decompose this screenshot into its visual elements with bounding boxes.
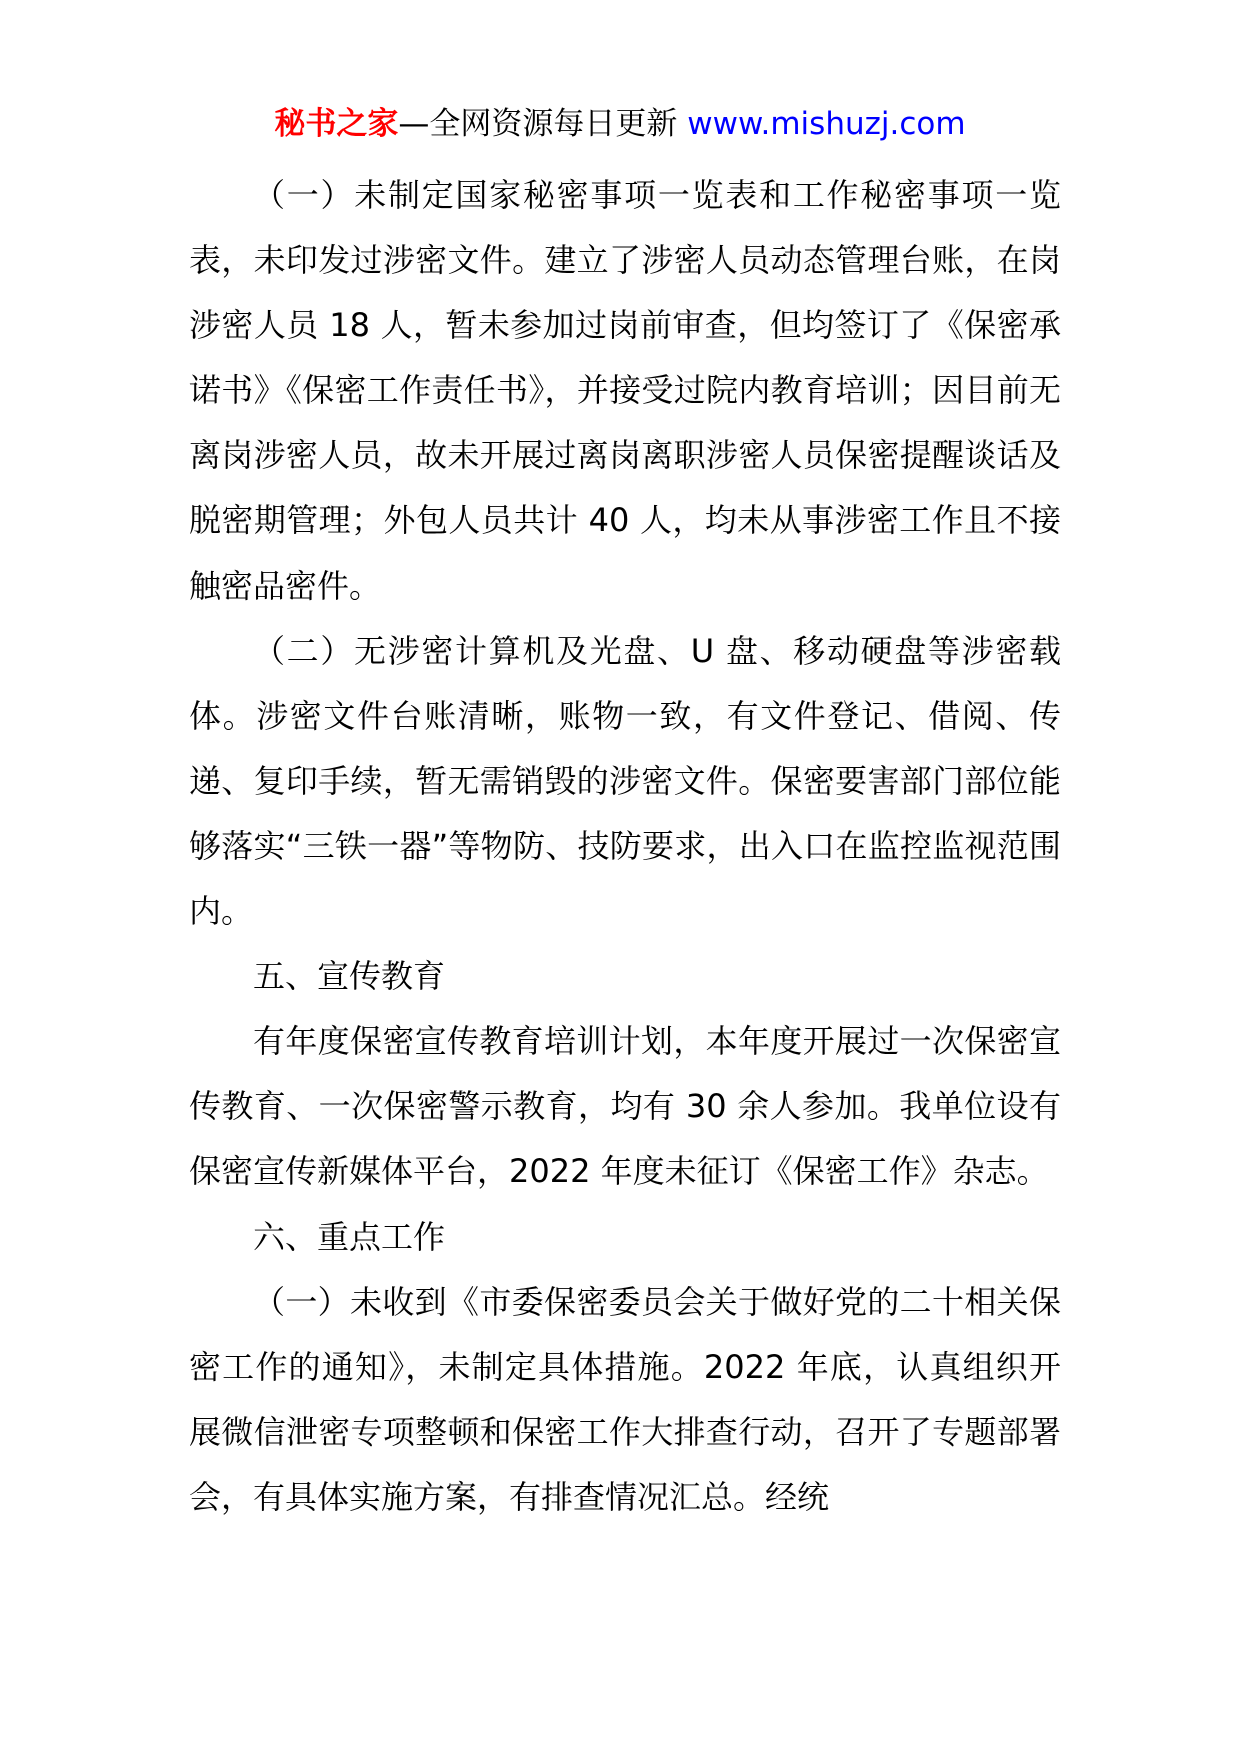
section-heading: 六、重点工作 bbox=[253, 1217, 446, 1256]
paragraph: 有年度保密宣传教育培训计划，本年度开展过一次保密宣传教育、一次保密警示教育，均有 30 余人参加。我单位设有保密宣传新媒体平台，2022 年度未征订《保密工作》杂志。 bbox=[189, 1022, 1061, 1191]
paragraph: （一）未收到《市委保密委员会关于做好党的二十相关保密工作的通知》，未制定具体措施。2022 年底，认真组织开展微信泄密专项整顿和保密工作大排查行动，召开了专题部署会，有具体实施方案，有排查情况汇总。经统 bbox=[189, 1282, 1061, 1516]
section-heading: 五、宣传教育 bbox=[253, 957, 446, 996]
header-brand: 秘书之家 bbox=[274, 106, 399, 142]
page-header bbox=[0, 102, 1240, 146]
document-body bbox=[189, 163, 1061, 1530]
header-tagline: —全网资源每日更新 bbox=[398, 106, 688, 142]
paragraph: （二）无涉密计算机及光盘、U 盘、移动硬盘等涉密载体。涉密文件台账清晰，账物一致，有文件登记、借阅、传递、复印手续，暂无需销毁的涉密文件。保密要害部门部位能够落实“三铁一器”等物防、技防要求，出入口在监控监视范围内。 bbox=[189, 631, 1061, 931]
header-url-link[interactable]: www.mishuzj.com bbox=[687, 106, 966, 142]
paragraph: （一）未制定国家秘密事项一览表和工作秘密事项一览表，未印发过涉密文件。建立了涉密人员动态管理台账，在岗涉密人员 18 人，暂未参加过岗前审查，但均签订了《保密承诺书》《保密工作责任书》，并接受过院内教育培训；因目前无离岗涉密人员，故未开展过离岗离职涉密人员保密提醒谈话及脱密期管理；外包人员共计 40 人，均未从事涉密工作且不接触密品密件。 bbox=[189, 176, 1061, 605]
